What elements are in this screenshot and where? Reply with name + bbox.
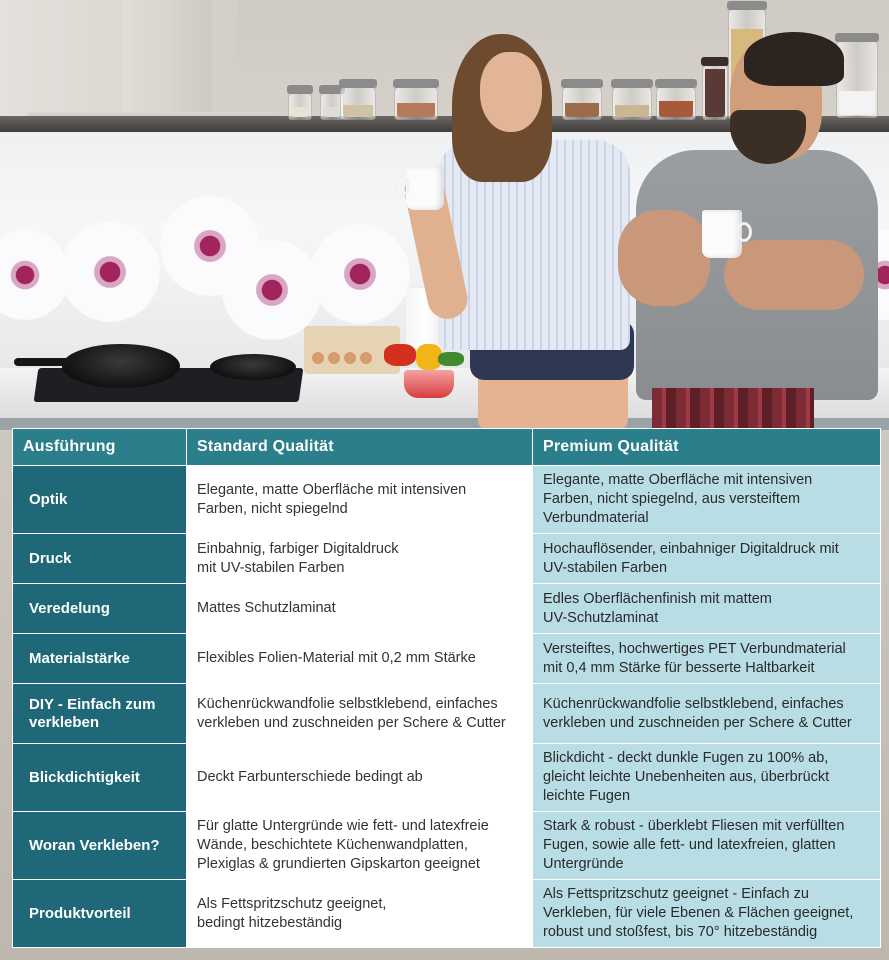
extractor-hood-column xyxy=(122,0,212,114)
orchid-flower xyxy=(310,224,410,324)
spice-jar xyxy=(340,86,376,120)
frying-pan xyxy=(210,354,296,380)
standard-cell: Einbahnig, farbiger Digitaldruck mit UV-stabilen Farben xyxy=(187,534,533,584)
orchid-flower xyxy=(60,222,160,322)
row-label: Druck xyxy=(13,534,187,584)
standard-cell: Elegante, matte Oberfläche mit intensiven Farben, nicht spiegelnd xyxy=(187,466,533,534)
bell-pepper xyxy=(384,344,416,366)
premium-cell: Stark & robust - überklebt Fliesen mit verfüllten Fugen, sowie alle fett- und latexfreien, glatten Untergründe xyxy=(533,812,881,880)
comparison-table xyxy=(12,428,881,948)
pan-handle xyxy=(14,358,70,366)
spice-jar xyxy=(656,86,696,120)
man-arm xyxy=(724,240,864,310)
spice-jar xyxy=(394,86,438,120)
premium-cell: Als Fettspritzschutz geeignet - Einfach zu Verkleben, für viele Ebenen & Flächen geeignet, robust und stoßfest, bis 70° hitzebeständig xyxy=(533,880,881,948)
column-header-feature: Ausführung xyxy=(13,429,187,466)
premium-cell: Edles Oberflächenfinish mit mattem UV-Schutzlaminat xyxy=(533,584,881,634)
table-row xyxy=(13,634,881,684)
row-label: Blickdichtigkeit xyxy=(13,744,187,812)
column-header-standard: Standard Qualität xyxy=(187,429,533,466)
premium-cell: Versteiftes, hochwertiges PET Verbundmaterial mit 0,4 mm Stärke für besserte Haltbarkeit xyxy=(533,634,881,684)
standard-cell: Flexibles Folien-Material mit 0,2 mm Stärke xyxy=(187,634,533,684)
row-label: DIY - Einfach zum verkleben xyxy=(13,684,187,744)
table-row xyxy=(13,684,881,744)
row-label: Produktvorteil xyxy=(13,880,187,948)
woman-face xyxy=(480,52,542,132)
table-header-row xyxy=(13,429,881,466)
table-row xyxy=(13,534,881,584)
column-header-premium: Premium Qualität xyxy=(533,429,881,466)
man-pants xyxy=(652,388,814,428)
coffee-mug xyxy=(406,166,444,210)
row-label: Veredelung xyxy=(13,584,187,634)
standard-cell: Deckt Farbunterschiede bedingt ab xyxy=(187,744,533,812)
table-row xyxy=(13,584,881,634)
man-arm xyxy=(618,210,710,306)
table-row xyxy=(13,812,881,880)
premium-cell: Elegante, matte Oberfläche mit intensiven Farben, nicht spiegelnd, aus versteiftem Verbundmaterial xyxy=(533,466,881,534)
premium-cell: Küchenrückwandfolie selbstklebend, einfaches verkleben und zuschneiden per Schere & Cutter xyxy=(533,684,881,744)
vegetable xyxy=(438,352,464,366)
man-hair xyxy=(744,32,844,86)
premium-cell: Blickdicht - deckt dunkle Fugen zu 100% ab, gleicht leichte Unebenheiten aus, überbrückt leichte Fugen xyxy=(533,744,881,812)
standard-cell: Für glatte Untergründe wie fett- und latexfreie Wände, beschichtete Küchenwandplatten, Plexiglas & grundierten Gipskarton geeignet xyxy=(187,812,533,880)
standard-cell: Küchenrückwandfolie selbstklebend, einfaches verkleben und zuschneiden per Schere & Cutter xyxy=(187,684,533,744)
table-row xyxy=(13,880,881,948)
standard-cell: Als Fettspritzschutz geeignet, bedingt hitzebeständig xyxy=(187,880,533,948)
table-row xyxy=(13,466,881,534)
standard-cell: Mattes Schutzlaminat xyxy=(187,584,533,634)
wok-pan xyxy=(62,344,180,388)
spice-jar xyxy=(612,86,652,120)
premium-cell: Hochauflösender, einbahniger Digitaldruck mit UV-stabilen Farben xyxy=(533,534,881,584)
table-row xyxy=(13,744,881,812)
spice-jar xyxy=(702,64,728,120)
row-label: Materialstärke xyxy=(13,634,187,684)
coffee-mug xyxy=(702,210,742,258)
row-label: Woran Verkleben? xyxy=(13,812,187,880)
berry-bowl xyxy=(404,370,454,398)
spice-jar xyxy=(562,86,602,120)
orchid-flower xyxy=(222,240,322,340)
spice-jar xyxy=(288,92,312,120)
row-label: Optik xyxy=(13,466,187,534)
